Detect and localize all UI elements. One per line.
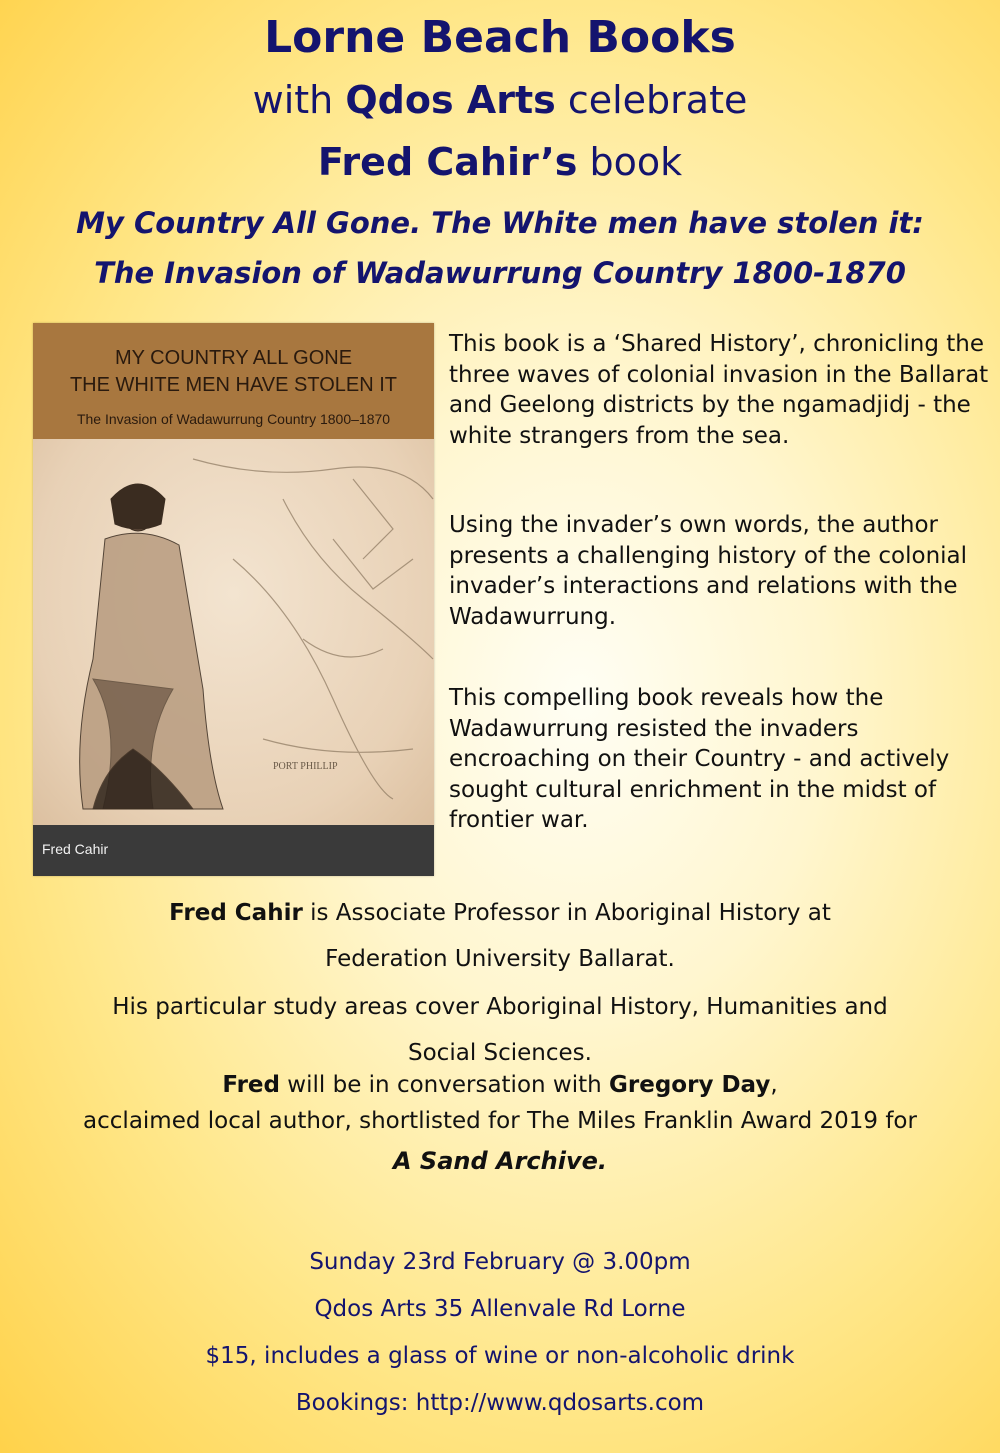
- conversation-comma: ,: [770, 1072, 778, 1098]
- event-bookings-link[interactable]: Bookings: http://www.qdosarts.com: [295, 1390, 705, 1416]
- cover-title: [33, 345, 434, 399]
- event-details: [0, 1239, 1000, 1427]
- cover-title-line2: THE WHITE MEN HAVE STOLEN IT: [69, 374, 398, 396]
- description-paragraph-2: Using the invader’s own words, the author presents a challenging history of the colonial invader’s interactions and relations with the Wadawurrung.: [449, 512, 968, 630]
- book-cover: [33, 323, 434, 876]
- book-title: [0, 198, 1000, 298]
- cover-author: Fred Cahir: [42, 841, 109, 857]
- bio-name: Fred Cahir: [169, 900, 303, 926]
- conversation-info: [0, 1067, 1000, 1139]
- conversation-mid: will be in conversation with: [280, 1072, 610, 1098]
- conversation-host: Fred: [222, 1072, 280, 1098]
- author-name: Fred Cahir’s: [317, 140, 578, 184]
- host-line: [0, 74, 1000, 126]
- bio-line-1-rest: is Associate Professor in Aboriginal History at: [302, 900, 831, 926]
- author-line: [0, 136, 1000, 188]
- book-title-line1: My Country All Gone. The White men have stolen it:: [76, 206, 924, 240]
- cover-map-label: PORT PHILLIP: [273, 761, 338, 772]
- event-price: $15, includes a glass of wine or non-alcoholic drink: [205, 1343, 795, 1369]
- cover-title-band: [33, 323, 434, 439]
- bio-line-3: His particular study areas cover Aboriginal History, Humanities and: [112, 994, 888, 1020]
- cover-subtitle: The Invasion of Wadawurrung Country 1800–1870: [76, 411, 391, 427]
- cover-author-band: [33, 825, 434, 876]
- conversation-line-1: [0, 1067, 1000, 1103]
- conversation-guest: Gregory Day: [609, 1072, 771, 1098]
- bio-line-4: Social Sciences.: [408, 1040, 592, 1066]
- description-paragraph-3: This compelling book reveals how the Wadawurrung resisted the invaders encroaching on their Country - and actively sought cultural enrichment in the midst of frontier war.: [449, 685, 950, 833]
- author-study-areas: [0, 984, 1000, 1076]
- cover-title-line1: MY COUNTRY ALL GONE: [114, 347, 353, 369]
- host-name: Qdos Arts: [345, 78, 556, 122]
- event-venue: Qdos Arts 35 Allenvale Rd Lorne: [314, 1296, 686, 1322]
- bio-line-2: Federation University Ballarat.: [325, 946, 675, 972]
- description-paragraph-1: This book is a ‘Shared History’, chronicling the three waves of colonial invasion in the Ballarat and Geelong districts by the ngamadjidj - the white strangers from the sea.: [449, 331, 989, 449]
- figure-sketch: [80, 484, 223, 809]
- bio-line-1: [0, 890, 1000, 936]
- guest-book-title: A Sand Archive.: [392, 1147, 608, 1175]
- cover-illustration: [33, 439, 434, 825]
- host-pre: with: [252, 78, 346, 122]
- map-sketch-illustration: [33, 439, 434, 825]
- author-bio: [0, 890, 1000, 982]
- conversation-line-2: acclaimed local author, shortlisted for The Miles Franklin Award 2019 for: [83, 1108, 917, 1134]
- book-title-line2: The Invasion of Wadawurrung Country 1800-1870: [94, 256, 906, 290]
- event-title: Lorne Beach Books: [264, 12, 736, 63]
- author-post: book: [577, 140, 683, 184]
- event-date: Sunday 23rd February @ 3.00pm: [309, 1249, 691, 1275]
- host-post: celebrate: [555, 78, 748, 122]
